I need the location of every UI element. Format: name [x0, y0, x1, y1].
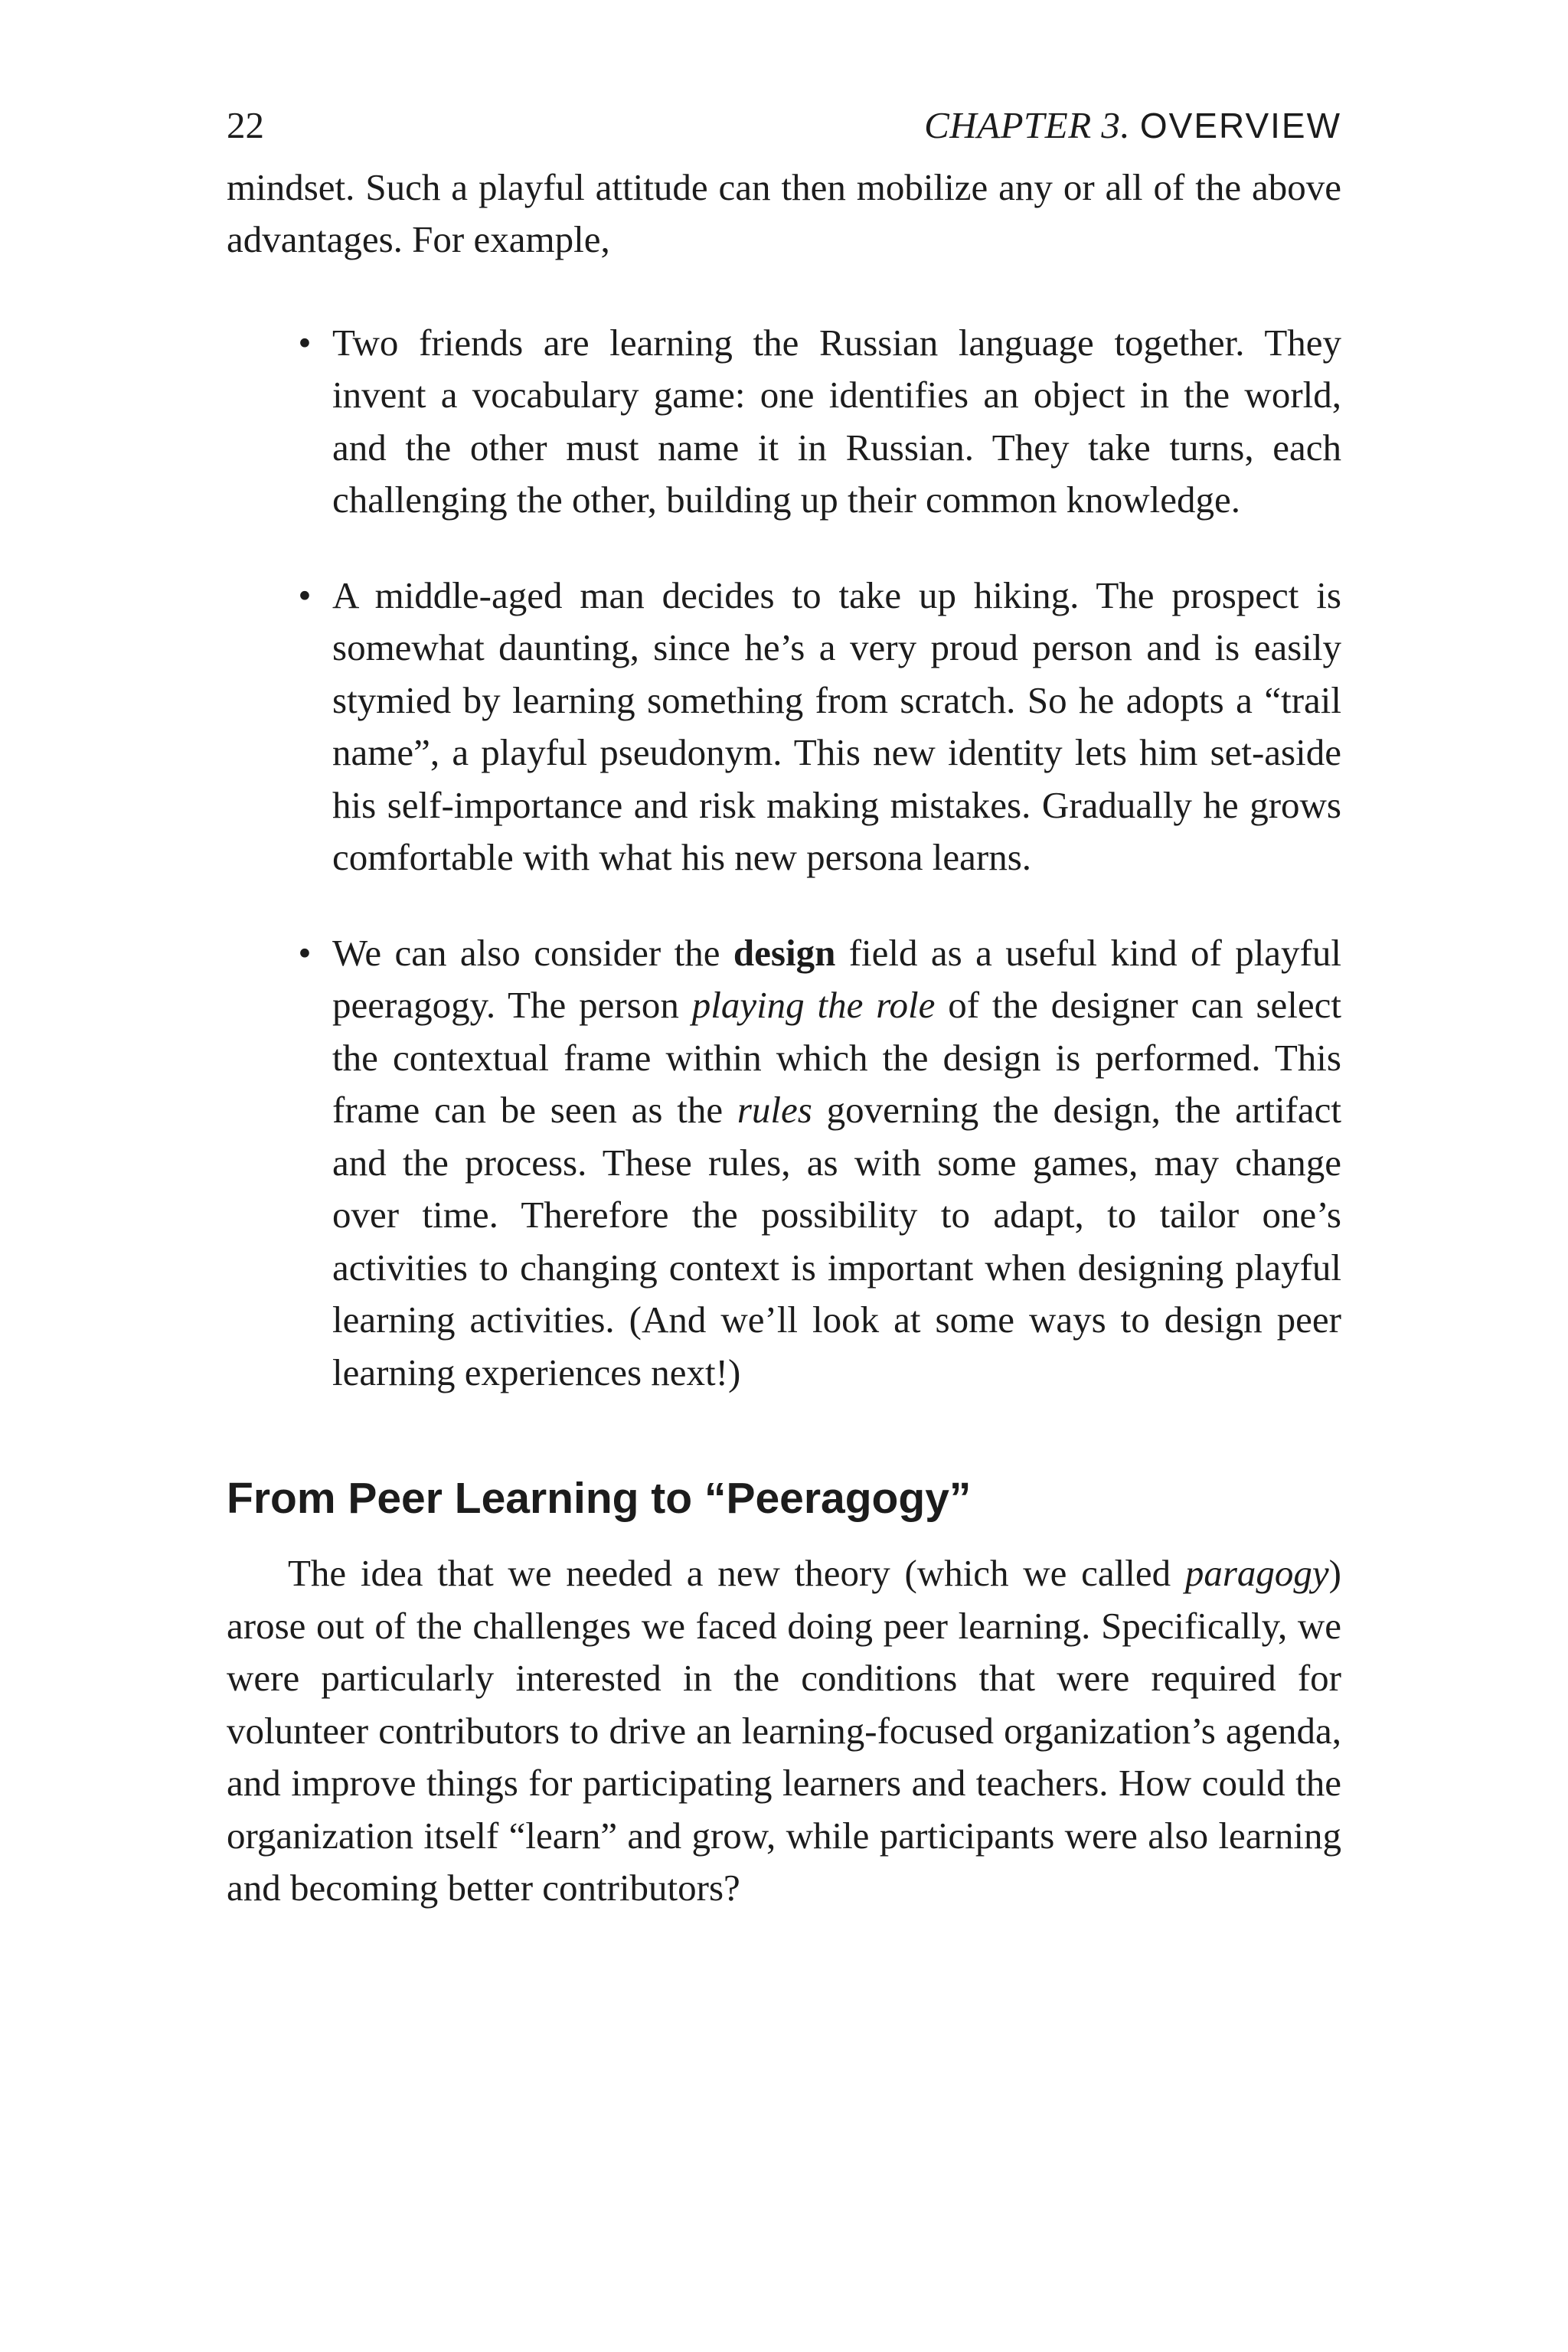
- text-run: ) arose out of the challenges we faced doing peer learning. Specifically, we were particularly interested in the conditions that were required for volunteer contributors to drive an learning-focused organization’s agenda, and improve things for participating learners and teachers. How could the organization itself “learn” and grow, while participants were also learning and becoming better contributors?: [227, 1552, 1341, 1909]
- italic-term-rules: rules: [737, 1089, 812, 1131]
- text-run: field as a useful kind of playful peeragogy. The person: [332, 931, 1341, 1026]
- book-page: [227, 100, 1341, 1915]
- lead-paragraph: mindset. Such a playful attitude can then mobilize any or all of the above advantages. For example,: [227, 165, 1341, 260]
- bullet-icon: •: [298, 573, 312, 616]
- section-heading: From Peer Learning to “Peeragogy”: [227, 1474, 972, 1523]
- chapter-title: OVERVIEW: [1139, 106, 1341, 145]
- page-number: 22: [227, 104, 264, 146]
- text-run: of the designer can select the contextual frame within which the design is performed. This frame can be seen as the: [332, 984, 1342, 1131]
- bullet-icon: •: [298, 931, 312, 974]
- running-head: [227, 100, 1341, 152]
- bold-term-design: design: [733, 931, 836, 974]
- list-item-text: A middle-aged man decides to take up hiking. The prospect is somewhat daunting, since he’s a very proud person and is easily stymied by learning something from scratch. So he adopts a “trail name”, a playful pseudonym. This new identity lets him set-aside his self-importance and risk making mistakes. Gradually he grows comfortable with what his new persona learns.: [332, 573, 1341, 878]
- chapter-prefix: CHAPTER 3.: [924, 104, 1131, 146]
- text-run: governing the design, the artifact and the process. These rules, as with some games, may change over time. Therefore the possibility to adapt, to tailor one’s activities to changing context is important when designing playful learning activities. (And we’ll look at some ways to design peer learning experiences next!): [332, 1089, 1341, 1393]
- text-run: We can also consider the: [332, 931, 733, 974]
- text-run: The idea that we needed a new theory (which we called: [288, 1552, 1185, 1594]
- section-paragraph: [227, 1547, 1341, 1915]
- list-item-text: Two friends are learning the Russian language together. They invent a vocabulary game: one identifies an object in the world, and the other must name it in Russian. They take turns, each challenging the other, building up their common knowledge.: [332, 321, 1341, 521]
- list-item-hiking: [298, 570, 1341, 884]
- list-item-russian-friends: [298, 317, 1341, 527]
- italic-term-paragogy: paragogy: [1184, 1552, 1329, 1594]
- bullet-icon: •: [298, 321, 312, 364]
- examples-list: [227, 317, 1341, 1400]
- list-item-design: [298, 927, 1342, 1400]
- italic-term-playing-role: playing the role: [691, 984, 936, 1026]
- chapter-label: [924, 100, 1341, 152]
